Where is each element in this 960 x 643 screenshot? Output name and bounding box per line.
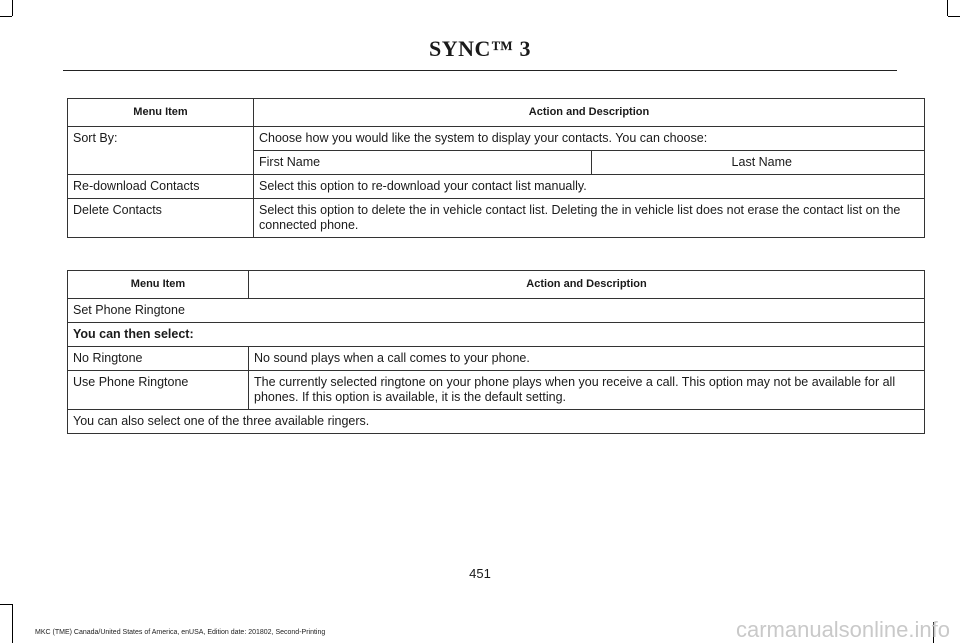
page-number: 451 <box>469 566 491 581</box>
menu-item-redownload: Re-download Contacts <box>68 175 254 199</box>
column-header-action: Action and Description <box>249 271 925 299</box>
header-divider <box>63 70 897 71</box>
menu-item-delete-contacts: Delete Contacts <box>68 199 254 238</box>
edition-info: MKC (TME) Canada/United States of America, enUSA, Edition date: 201802, Second-Printing <box>35 629 326 636</box>
table-row <box>68 410 925 434</box>
page-title: SYNC™ 3 <box>429 36 531 61</box>
table-row <box>68 175 925 199</box>
menu-item-use-phone-ringtone: Use Phone Ringtone <box>68 371 249 410</box>
contacts-menu-table <box>67 98 925 238</box>
column-header-menu-item: Menu Item <box>68 271 249 299</box>
table-row <box>68 127 925 151</box>
column-header-action: Action and Description <box>254 99 925 127</box>
table-row <box>68 371 925 410</box>
select-label: You can then select: <box>68 323 925 347</box>
crop-mark-top-right-v <box>947 0 948 16</box>
table-row <box>68 199 925 238</box>
description-redownload: Select this option to re-download your contact list manually. <box>254 175 925 199</box>
crop-mark-top-left-v <box>12 0 13 16</box>
column-header-menu-item: Menu Item <box>68 99 254 127</box>
description-delete-contacts: Select this option to delete the in vehicle contact list. Deleting the in vehicle list does not erase the contact list on the connected phone. <box>254 199 925 238</box>
section-set-phone-ringtone: Set Phone Ringtone <box>68 299 925 323</box>
crop-mark-top-right-h <box>948 16 960 17</box>
table-row <box>68 347 925 371</box>
crop-mark-bottom-left-v <box>12 604 13 643</box>
crop-mark-top-left-h <box>0 16 12 17</box>
sort-option-first-name: First Name <box>254 151 592 175</box>
table-row <box>68 323 925 347</box>
ringtone-menu-table <box>67 270 925 434</box>
description-sort-by: Choose how you would like the system to display your contacts. You can choose: <box>254 127 925 151</box>
menu-item-no-ringtone: No Ringtone <box>68 347 249 371</box>
description-use-phone-ringtone: The currently selected ringtone on your phone plays when you receive a call. This option may not be available for all phones. If this option is available, it is the default setting. <box>249 371 925 410</box>
sort-option-last-name: Last Name <box>592 151 925 175</box>
footer-note: You can also select one of the three available ringers. <box>68 410 925 434</box>
watermark: carmanualsonline.info <box>735 617 950 642</box>
table-header-row <box>68 271 925 299</box>
description-no-ringtone: No sound plays when a call comes to your phone. <box>249 347 925 371</box>
menu-item-sort-by: Sort By: <box>68 127 254 175</box>
table-header-row <box>68 99 925 127</box>
crop-mark-bottom-left-h <box>0 604 12 605</box>
table-row <box>68 299 925 323</box>
